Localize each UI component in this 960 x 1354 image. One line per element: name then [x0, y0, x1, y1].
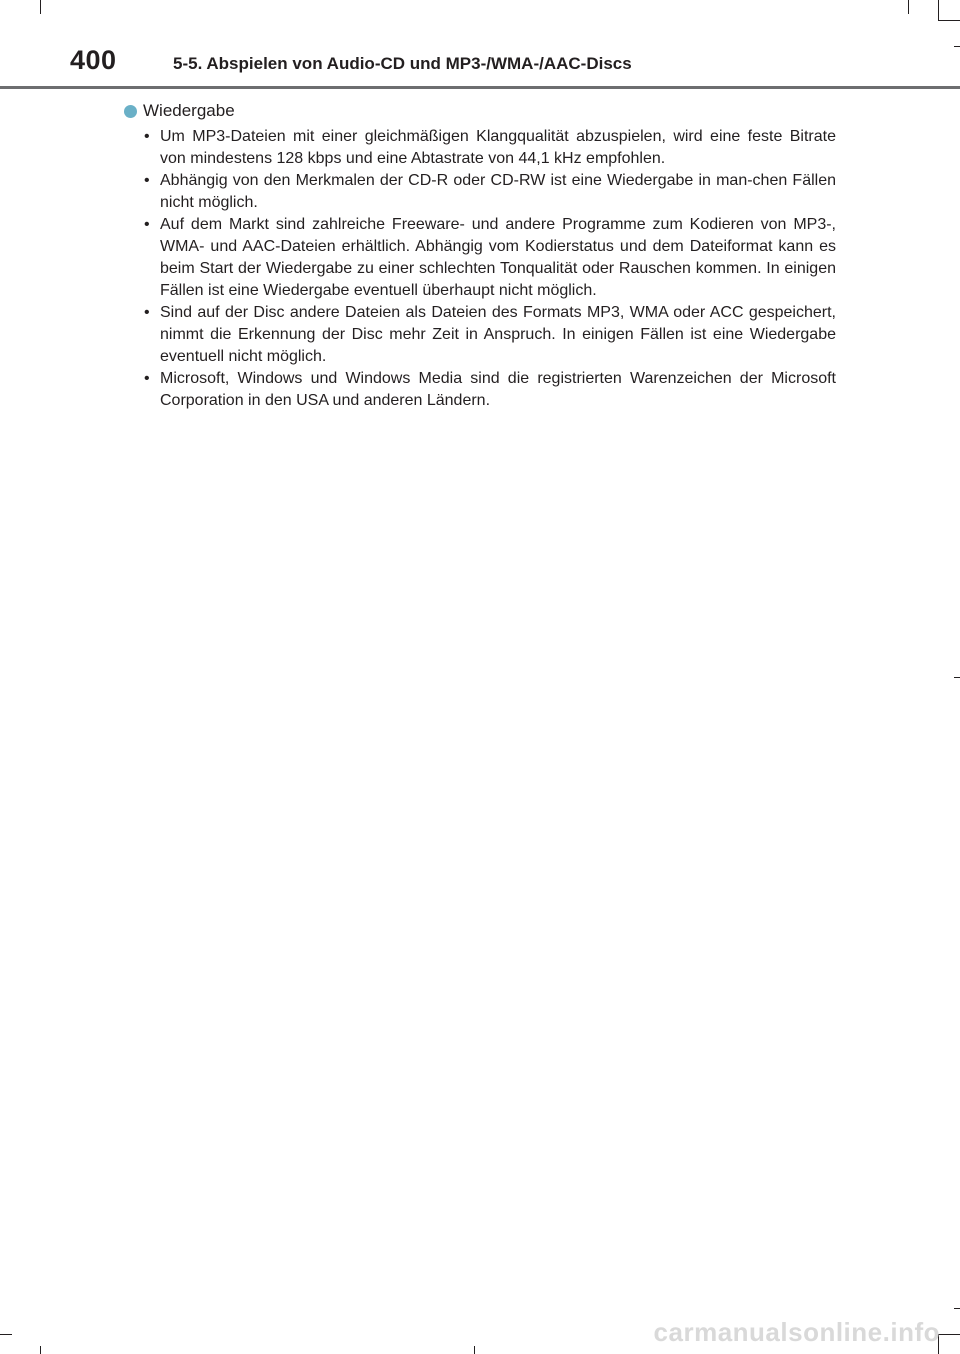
crop-mark	[40, 1346, 41, 1354]
chapter-title: 5-5. Abspielen von Audio-CD und MP3-/WMA-/AAC-Discs	[173, 54, 632, 73]
list-item-text: Um MP3-Dateien mit einer gleichmäßigen Klangqualität abzuspielen, wird eine feste Bitrate von mindestens 128 kbps und eine Abtastrate von 44,1 kHz empfohlen.	[160, 128, 836, 167]
crop-mark	[954, 677, 960, 678]
section-heading-text: Wiedergabe	[143, 101, 235, 120]
section-heading	[124, 98, 836, 124]
list-item	[124, 214, 836, 302]
list-item-text: Abhängig von den Merkmalen der CD-R oder CD-RW ist eine Wiedergabe in man-chen Fällen nicht möglich.	[160, 172, 836, 211]
list-item-text: Microsoft, Windows und Windows Media sind die registrierten Warenzeichen der Microsoft Corporation in den USA und anderen Ländern.	[160, 370, 836, 409]
crop-mark	[908, 0, 909, 14]
crop-mark	[40, 0, 41, 14]
watermark: carmanualsonline.info	[653, 1317, 940, 1347]
page-number: 400	[70, 45, 117, 75]
list-item	[124, 126, 836, 170]
bullet-dot-icon: •	[144, 128, 150, 145]
crop-mark	[938, 20, 960, 21]
crop-mark	[0, 1334, 12, 1335]
list-item-text: Sind auf der Disc andere Dateien als Dateien des Formats MP3, WMA oder ACC gespeichert, nimmt die Erkennung der Disc mehr Zeit in Anspruch. In einigen Fällen ist eine Wiedergabe eventuell nicht möglich.	[160, 304, 836, 365]
crop-mark	[938, 1334, 960, 1335]
bullet-list	[124, 126, 836, 412]
list-item-text: Auf dem Markt sind zahlreiche Freeware- und andere Programme zum Kodieren von MP3-, WMA- und AAC-Dateien erhältlich. Abhängig vom Kodierstatus und dem Dateiformat kann es beim Start der Wiedergabe zu einer schlechten Tonqualität oder Rauschen kommen. In einigen Fällen ist eine Wiedergabe eventuell überhaupt nicht möglich.	[160, 216, 836, 299]
bullet-dot-icon: •	[144, 172, 150, 189]
list-item	[124, 368, 836, 412]
content-section	[124, 98, 836, 412]
bullet-dot-icon: •	[144, 370, 150, 387]
list-item	[124, 302, 836, 368]
list-item	[124, 170, 836, 214]
bullet-dot-icon: •	[144, 216, 150, 233]
crop-mark	[938, 0, 939, 20]
crop-mark	[954, 1308, 960, 1309]
page-header	[0, 0, 960, 95]
bullet-dot-icon: •	[144, 304, 150, 321]
crop-mark	[954, 46, 960, 47]
circle-bullet-icon	[124, 105, 137, 118]
header-rule	[0, 86, 960, 89]
crop-mark	[474, 1346, 475, 1354]
